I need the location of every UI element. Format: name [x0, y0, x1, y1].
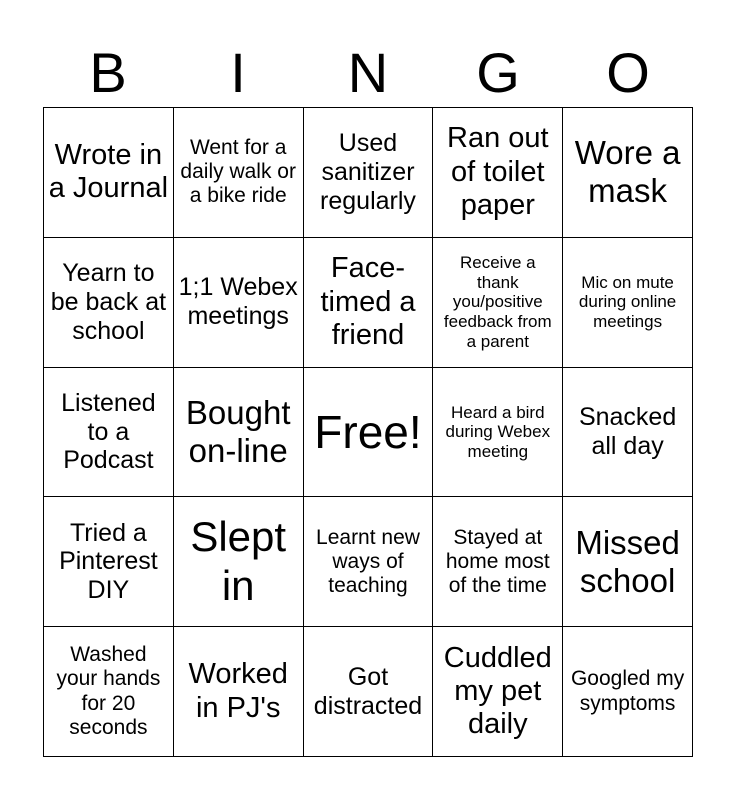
cell-label: Cuddled my pet daily [443, 641, 552, 741]
bingo-cell-r5c2[interactable] [174, 627, 304, 757]
cell-label: Stayed at home most of the time [445, 525, 550, 597]
bingo-cell-r2c4[interactable] [433, 238, 563, 368]
bingo-cell-r5c5[interactable] [563, 627, 693, 757]
bingo-cell-r2c2[interactable] [174, 238, 304, 368]
bingo-cell-r2c1[interactable] [44, 238, 174, 368]
cell-label: Washed your hands for 20 seconds [56, 643, 161, 739]
cell-label: Tried a Pinterest DIY [59, 518, 158, 605]
bingo-cell-free[interactable] [304, 368, 434, 498]
bingo-cell-r1c5[interactable] [563, 108, 693, 238]
cell-label: Went for a daily walk or a bike ride [180, 136, 296, 208]
bingo-cell-r4c5[interactable] [563, 497, 693, 627]
cell-label: Face-timed a friend [320, 252, 416, 351]
cell-label: Googled my symptoms [570, 667, 685, 715]
cell-label: Worked in PJ's [188, 658, 288, 724]
header-letter-g: G [476, 41, 520, 104]
bingo-board [43, 107, 693, 757]
header-letter-o: O [606, 41, 650, 104]
cell-label: Missed school [575, 523, 680, 599]
cell-label: Learnt new ways of teaching [316, 525, 420, 597]
bingo-header [43, 40, 693, 106]
cell-label: Wore a mask [574, 134, 681, 210]
bingo-cell-r3c1[interactable] [44, 368, 174, 498]
bingo-cell-r1c3[interactable] [304, 108, 434, 238]
bingo-cell-r5c3[interactable] [304, 627, 434, 757]
cell-label: 1;1 Webex meetings [178, 273, 298, 331]
bingo-cell-r5c1[interactable] [44, 627, 174, 757]
cell-label: Heard a bird during Webex meeting [445, 402, 551, 461]
cell-label: Free! [314, 405, 422, 458]
cell-label: Got distracted [313, 662, 423, 720]
bingo-cell-r1c4[interactable] [433, 108, 563, 238]
cell-label: Bought on-line [185, 394, 291, 469]
cell-label: Slept in [190, 513, 287, 609]
bingo-cell-r3c4[interactable] [433, 368, 563, 498]
cell-label: Used sanitizer regularly [320, 129, 416, 215]
cell-label: Receive a thank you/positive feedback from a parent [443, 253, 552, 351]
bingo-cell-r4c3[interactable] [304, 497, 434, 627]
bingo-cell-r2c5[interactable] [563, 238, 693, 368]
bingo-cell-r5c4[interactable] [433, 627, 563, 757]
bingo-cell-r1c2[interactable] [174, 108, 304, 238]
cell-label: Snacked all day [578, 403, 677, 460]
cell-label: Mic on mute during online meetings [578, 272, 677, 331]
cell-label: Yearn to be back at school [50, 259, 167, 345]
cell-label: Listened to a Podcast [61, 388, 156, 475]
bingo-cell-r1c1[interactable] [44, 108, 174, 238]
bingo-cell-r2c3[interactable] [304, 238, 434, 368]
header-letter-b: B [89, 41, 127, 104]
bingo-cell-r4c4[interactable] [433, 497, 563, 627]
bingo-cell-r4c2[interactable] [174, 497, 304, 627]
bingo-cell-r4c1[interactable] [44, 497, 174, 627]
bingo-cell-r3c5[interactable] [563, 368, 693, 498]
header-letter-i: I [230, 41, 246, 104]
cell-label: Ran out of toilet paper [447, 122, 549, 222]
header-letter-n: N [347, 41, 389, 104]
bingo-cell-r3c2[interactable] [174, 368, 304, 498]
cell-label: Wrote in a Journal [48, 139, 169, 205]
